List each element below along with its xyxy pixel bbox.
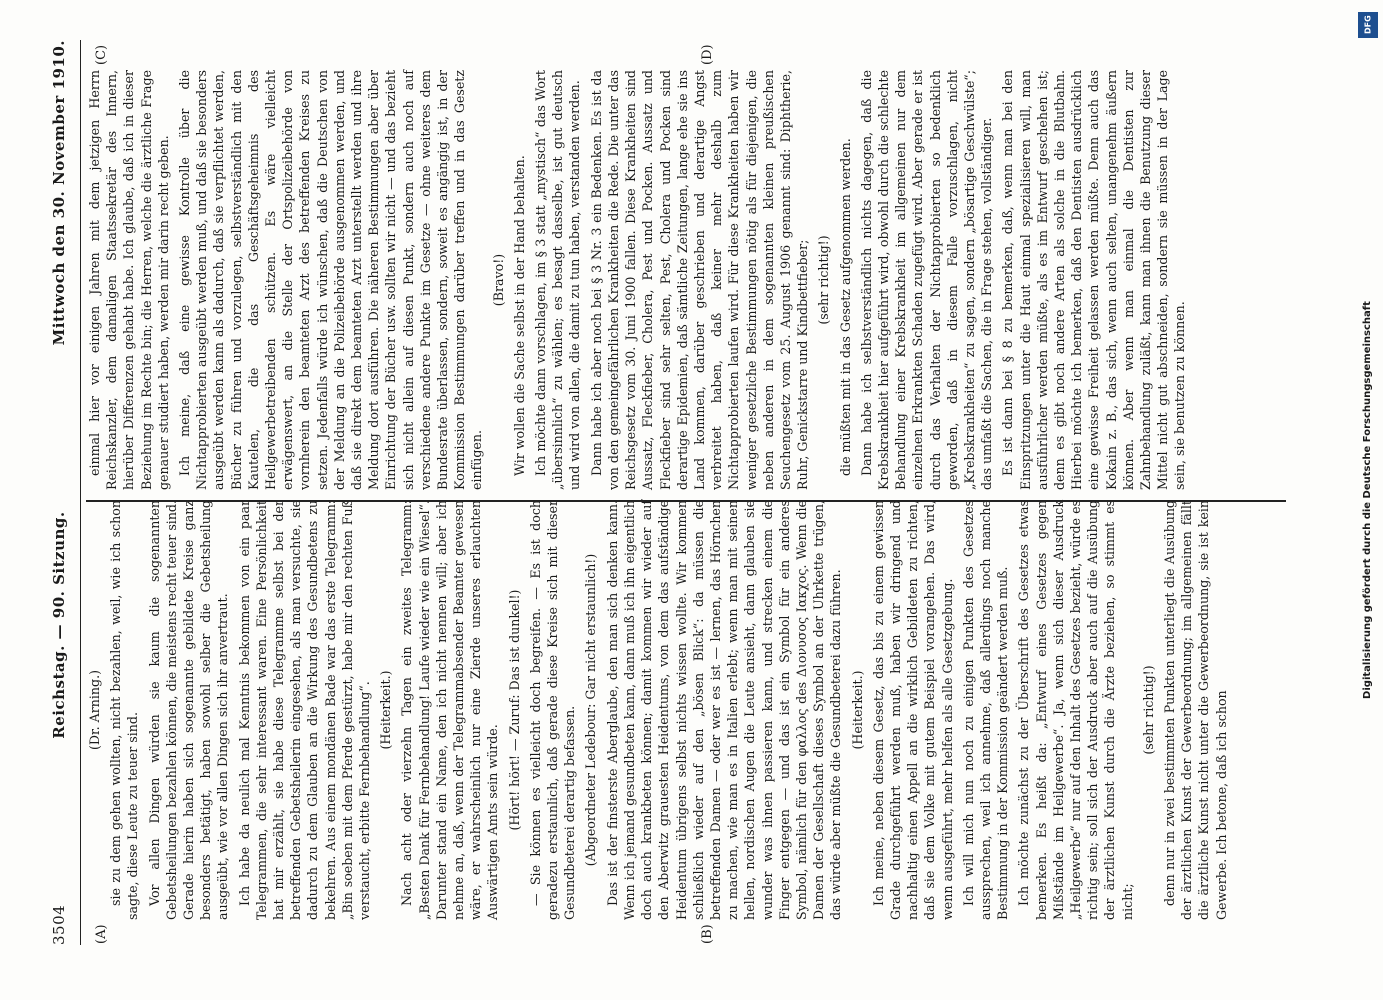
marker-d: (D) <box>700 44 715 65</box>
paragraph: Dann habe ich selbstverständlich nichts dagegen, daß die Krebskrankheit hier aufgeführt wird, obwohl durch die schlechte Behandlung einer Krebskrankheit im allgemeinen nur dem einzelnen Erkrankten Schaden zugefügt wird. Aber gerade er ist durch das Verhalten der Nichtapprobierten so bedenklich geworden, daß in diesem Falle vorzuschlagen, nicht „Krebskrankheiten“ zu sagen, sondern „bösartige Geschwülste“; das umfaßt die Sachen, die in Frage stehen, vollständiger. <box>858 70 995 490</box>
session-title: Reichstag. — 90. Sitzung. <box>50 511 68 739</box>
session-date: Mittwoch den 30. November 1910. <box>50 40 68 346</box>
paragraph: Es ist dann bei § 8 zu bemerken, daß, wenn man bei den Einspritzungen unter die Haut einmal spezialisieren will, man ausführlicher werden müßte, als es im Entwurf geschehen ist; denn es gibt noch andere Arten als solche in die Blutbahn. Hierbei möchte ich bemerken, daß den Dentisten ausdrücklich eine gewisse Freiheit gelassen werden müßte. Denn auch das Kokain z. B., das sich, wenn auch selten, unangenehm äußern können. Aber wenn man einmal die Dentisten zur Zahnbehandlung zuläßt, kann man ihnen die Benutzung dieser Mittel nicht gut abschneiden, sondern sie müssen in der Lage sein, sie benutzen zu können. <box>1000 70 1188 490</box>
paragraph: (Bravo!) <box>490 253 506 307</box>
right-column <box>86 70 1193 490</box>
paragraph: sie zu dem gehen wollten, nicht bezahlen, weil, wie ich schon sagte, diese Leute zu teuer sind. <box>108 500 141 920</box>
paragraph: (Hört! hört! — Zuruf: Das ist dunkel!) <box>506 589 522 831</box>
marker-b: (B) <box>700 924 715 944</box>
paragraph: (sehr richtig!) <box>1140 665 1156 755</box>
paragraph: (Abgeordneter Ledebour: Gar nicht erstaunlich!) <box>583 553 599 867</box>
paragraph: Ich will mich nun noch zu einigen Punkten des Gesetzes aussprechen, weil ich annehme, daß allerdings noch manche Bestimmung in der Kommission geändert werden muß. <box>960 500 1011 920</box>
paragraph: Ich möchte zunächst zu der Überschrift des Gesetzes etwas bemerken. Es heißt da: „Entwurf eines Gesetzes gegen Mißstände im Heilgewerbe“. Ja, wenn sich dieser Ausdruck „Heilgewerbe“ nur auf den Inhalt des Gesetzes bezieht, würde es richtig sein; soll sich der Ausdruck aber auch auf die Ausübung der ärztlichen Kunst durch die Ärzte beziehen, so stimmt es nicht; <box>1016 500 1135 920</box>
paragraph: Ich meine, daß eine gewisse Kontrolle über die Nichtapprobierten ausgeübt werden muß, und daß sie besonders ausgeübt werden kann als dadurch, daß sie verpflichtet werden, Bücher zu führen und vorzulegen, selbstverständlich mit den Kautelen, die das Geschäftsgeheimnis des Heilgewerbetreibenden schützen. Es wäre vielleicht erwägenswert, an die Stelle der Ortspolizeibehörde von vornherein den beamteten Arzt des betreffenden Kreises zu setzen. Jedenfalls würde ich wünschen, daß die Deutschen von der Meldung an die Polizeibehörde ausgenommen werden, und daß sie direkt dem beamteten Arzt unterstellt werden und ihre Meldung dort ausführen. Die näheren Bestimmungen aber über Einrichtung der Bücher usw. sollten wir nicht — und das bezieht sich nicht allein auf diesen Punkt, sondern auch noch auf verschiedene andere Punkte im Gesetze — ohne weiteres dem Bundesrate überlassen, sondern, soweit es angängig ist, in der Kommission Bestimmungen darüber treffen und in das Gesetz einfügen. <box>177 70 485 490</box>
paragraph: Das ist der finsterste Aberglaube, den man sich denken kann. Wenn ich jemand gesundbeten kann, dann muß ich ihn eigentlich doch auch krankbeten können; damit kommen wir wieder auf den Aberwitz grauesten Heidentums, von dem das aufständige Heidentum übrigens selbst nichts wissen wollte. Wir kommen schließlich wieder auf den „bösen Blick“: da müssen die betreffenden Damen — oder wer es ist — lernen, das Hörnchen zu machen, wie man es in Italien erlebt; wenn man mit seinen hellen, nordischen Augen die Leute ansieht, dann glauben sie wunder was ihnen passieren kann, und strecken einem die Finger entgegen — und das ist ein Symbol für ein anderes Symbol, nämlich für den φαλλος des Διονυσος Ιακχος. Wenn die Damen der Gesellschaft dieses Symbol an der Uhrkette trügen, das würde aber müßte die Gesundbeterei dazu führen. <box>604 500 844 920</box>
paragraph: Ich habe da neulich mal Kenntnis bekommen von ein paar Telegrammen, die sehr interessant waren. Eine Persönlichkeit hat mir erzählt, sie habe diese Telegramme selbst bei der betreffenden Gebetsheilerin eingesehen, als man versuchte, sie dadurch zu dem Glauben an die Wirkung des Gesundbetens zu bekehren. Aus einem mondänen Bade war das erste Telegramm: „Bin soeben mit dem Pferde gestürzt, habe mir den rechten Fuß verstaucht, erbitte Fernbehandlung“. <box>236 500 373 920</box>
page-header <box>50 40 76 945</box>
paragraph: einmal hier vor einigen Jahren mit dem jetzigen Herrn Reichskanzler, dem damaligen Staatssekretär des Innern, hierüber Differenzen gehabt habe. Ich glaube, daß ich in dieser Beziehung im Rechte bin; die Herren, welche die ärztliche Frage genauer studiert haben, werden mir darin recht geben. <box>87 70 171 490</box>
paragraph: — Sie können es vielleicht doch begreifen. — Es ist doch geradezu erstaunlich, daß gerade diese Kreise sich mit dieser Gesundbeterei derartig befassen. <box>527 500 578 920</box>
column-divider <box>86 500 1286 502</box>
dfg-logo: DFG <box>1358 12 1378 38</box>
paragraph: Ich möchte dann vorschlagen, im § 3 statt „mystisch“ das Wort „übersinnlich“ zu wählen; es besagt dasselbe, ist gut deutsch und wird von allen, die damit zu tun haben, verstanden werden. <box>533 70 583 490</box>
footer-text: Digitalisierung gefördert durch die Deutsche Forschungsgemeinschaft <box>1361 301 1373 699</box>
marker-a: (A) <box>94 924 109 944</box>
header-rule <box>80 40 81 945</box>
paragraph: (sehr richtig!) <box>816 235 832 325</box>
marker-c: (C) <box>94 44 109 65</box>
paragraph: Wir wollen die Sache selbst in der Hand behalten. <box>511 155 527 476</box>
paragraph: Vor allen Dingen würden sie kaum die sogenannten Gebetsheilungen bezahlen können, die meistens recht teuer sind. Gerade hierin haben sich sogenannte gebildete Kreise ganz besonders betätigt, haben sowohl selber die Gebetsheilung ausgeübt, wie vor allen Dingen sich ihr anvertraut. <box>146 500 231 920</box>
paragraph: (Heiterkeit.) <box>849 670 865 750</box>
paragraph: denn nur in zwei bestimmten Punkten unterliegt die Ausübung der ärztlichen Kunst der Gewerbeordnung; im allgemeinen fällt die ärztliche Kunst nicht unter die Gewerbeordnung, sie ist kein Gewerbe. Ich betone, daß ich schon <box>1161 500 1229 920</box>
paragraph: (Heiterkeit.) <box>378 670 394 750</box>
paragraph: die müßten mit in das Gesetz aufgenommen werden. <box>837 138 853 476</box>
page-number: 3504 <box>50 904 68 945</box>
digitization-footer <box>1359 12 1375 988</box>
left-column <box>86 500 1234 920</box>
paragraph: (Dr. Arning.) <box>87 670 102 750</box>
paragraph: Dann habe ich aber noch bei § 3 Nr. 3 ein Bedenken. Es ist da von den gemeingefährlichen Krankheiten die Rede. Die unter das Reichsgesetz vom 30. Juni 1900 fallen. Diese Krankheiten sind Aussatz, Fleckfieber, Cholera, Pest und Pocken. Aussatz und Fleckfieber sind sehr selten, Pest, Cholera und Pocken sind derartige Epidemien, daß sämtliche Zeitungen, lange ehe sie ins Land kommen, darüber geschrieben und derartige Angst verbreitet haben, daß keiner mehr deshalb zum Nichtapprobierten laufen wird. Für diese Krankheiten haben wir weniger gesetzliche Bestimmungen nötig als für diejenigen, die neben anderen in dem sogenannten kleinen preußischen Seuchengesetz vom 25. August 1906 genannt sind: Diphtherie, Ruhr, Genickstarre und Kindbettfieber; <box>588 70 811 490</box>
paragraph: Nach acht oder vierzehn Tagen ein zweites Telegramm: „Besten Dank für Fernbehandlung! Laufe wieder wie ein Wiesel“. Darunter stand ein Name, den ich nicht nennen will; aber ich nehme an, daß, wenn der Telegrammabsender Beamter gewesen wäre, er wahrscheinlich nur eine Zierde unseres erlauchten Auswärtigen Amts sein würde. <box>399 500 501 920</box>
paragraph: Ich meine, neben diesem Gesetz, das bis zu einem gewissen Grade durchgeführt werden muß, haben wir dringend und nachhaltig einen Appell an die wirklich Gebildeten zu richten, daß sie dem Volke mit gutem Beispiel vorangehen. Das wird, wenn ausgeführt, mehr helfen als alle Gesetzgebung. <box>870 500 955 920</box>
